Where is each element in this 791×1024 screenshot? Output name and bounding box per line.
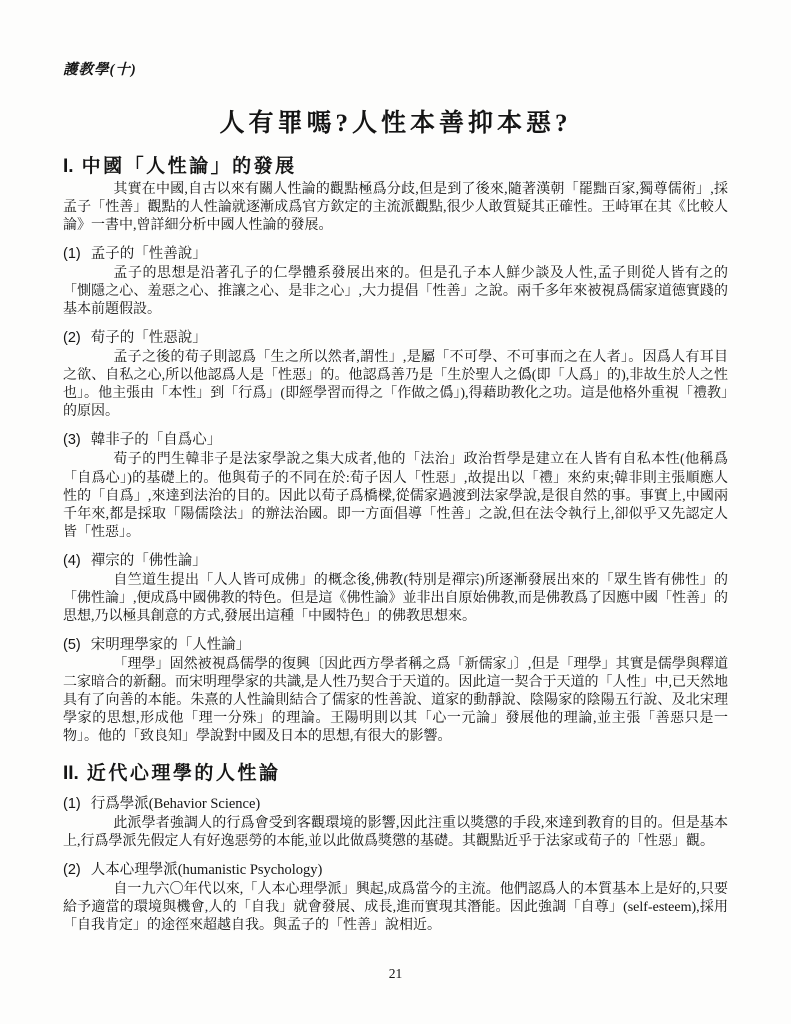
subsection <box>63 428 728 541</box>
subsection-number: (4) <box>63 552 81 569</box>
section-intro: 其實在中國,自古以來有關人性論的觀點極爲分歧,但是到了後來,隨著漢朝「罷黜百家,獨尊儒術」,採孟子「性善」觀點的人性論就逐漸成爲官方欽定的主流派觀點,很少人敢質疑其正確性。王峙軍在其《比較人論》一書中,曾詳細分析中國人性論的發展。 <box>63 182 728 234</box>
subsection-heading <box>63 242 728 263</box>
sections-container <box>63 151 728 935</box>
subsection-body: 此派學者強調人的行爲會受到客觀環境的影響,因此注重以獎懲的手段,來達到教育的目的。但是基本上,行爲學派先假定人有好逸惡勞的本能,並以此做爲獎懲的基礎。其觀點近乎于法家或荀子的「性惡」觀。 <box>63 816 728 850</box>
section-items <box>63 242 728 746</box>
section-heading <box>63 151 728 178</box>
subsection-number: (2) <box>63 330 81 347</box>
section <box>63 151 728 746</box>
doc-header: 護教學(十) <box>63 62 137 78</box>
subsection-title: 禪宗的「佛性論」 <box>90 552 207 569</box>
subsection-heading <box>63 428 728 449</box>
subsection <box>63 549 728 626</box>
subsection-heading <box>63 549 728 570</box>
subsection-body: 荀子的門生韓非子是法家學說之集大成者,他的「法治」政治哲學是建立在人皆有自私本性(他稱爲「自爲心」)的基礎上的。他與荀子的不同在於:荀子因人「性惡」,故提出以「禮」來約束;韓非則主張順應人性的「自爲」,來達到法治的目的。因此以荀子爲橋樑,從儒家過渡到法家學說,是很自然的事。事實上,中國兩千年來,都是採取「陽儒陰法」的辦法治國。即一方面倡導「性善」之說,但在法令執行上,卻似乎又先認定人皆「性惡」。 <box>63 452 728 540</box>
subsection <box>63 242 728 319</box>
subsection-body: 「理學」固然被視爲儒學的復興〔因此西方學者稱之爲「新儒家」〕,但是「理學」其實是儒學與釋道二家暗合的新翻。而宋明理學家的共識,是人性乃契合于天道的。因此這一契合于天道的「人性」中,已天然地具有了向善的本能。朱熹的人性論則結合了儒家的性善說、道家的動靜說、陰陽家的陰陽五行說、及北宋理學家的思想,形成他「理一分殊」的理論。王陽明則以其「心一元論」發展他的理論,並主張「善惡只是一物」。他的「致良知」學說對中國及日本的思想,有很大的影響。 <box>63 656 728 745</box>
section <box>63 758 728 935</box>
subsection <box>63 858 728 935</box>
subsection-title: 韓非子的「自爲心」 <box>90 432 222 449</box>
section-items <box>63 792 728 935</box>
subsection-body: 孟子的思想是沿著孔子的仁學體系發展出來的。但是孔子本人鮮少談及人性,孟子則從人皆有之的「惻隱之心、羞惡之心、推讓之心、是非之心」,大力提倡「性善」之說。兩千多年來被視爲儒家道德實踐的基本前題假設。 <box>63 266 728 318</box>
section-heading <box>63 758 728 785</box>
subsection-body: 孟子之後的荀子則認爲「生之所以然者,謂性」,是屬「不可學、不可事而之在人者」。因爲人有耳目之欲、自私之心,所以他認爲人是「性惡」的。他認爲善乃是「生於聖人之僞(即「人爲」的),非故生於人之性也」。他主張由「本性」到「行爲」(即經學習而得之「作做之僞」),得藉助教化之功。這是他格外重視「禮教」的原因。 <box>63 350 728 420</box>
subsection <box>63 326 728 421</box>
subsection-title: 人本心理學派(humanistic Psychology) <box>90 862 323 879</box>
subsection <box>63 633 728 746</box>
subsection-number: (1) <box>63 246 81 263</box>
subsection-heading <box>63 858 728 879</box>
subsection-heading <box>63 326 728 347</box>
subsection-number: (1) <box>63 796 81 813</box>
page-title: 人有罪嗎?人性本善抑本惡? <box>219 110 572 137</box>
subsection-body: 自一九六〇年代以來,「人本心理學派」興起,成爲當今的主流。他們認爲人的本質基本上是好的,只要給予適當的環境與機會,人的「自我」就會發展、成長,進而實現其潛能。因此強調「自尊」(self-esteem),採用「自我肯定」的途徑來超越自我。與孟子的「性善」說相近。 <box>63 882 728 934</box>
section-number: II. <box>63 763 79 785</box>
subsection-heading <box>63 633 728 654</box>
section-number: I. <box>63 156 74 177</box>
section-title: 中國「人性論」的發展 <box>81 156 297 177</box>
subsection-title: 荀子的「性惡說」 <box>90 330 207 347</box>
subsection <box>63 792 728 851</box>
subsection-number: (2) <box>63 862 81 879</box>
subsection-title: 行爲學派(Behavior Science) <box>90 796 261 813</box>
subsection-body: 自竺道生提出「人人皆可成佛」的概念後,佛教(特別是禪宗)所逐漸發展出來的「眾生皆有佛性」的「佛性論」,便成爲中國佛教的特色。但是這《佛性論》並非出自原始佛教,而是佛教爲了因應中國「性善」的思想,乃以極具創意的方式,發展出這種「中國特色」的佛教思想來。 <box>63 572 728 624</box>
page-number: 21 <box>388 966 403 981</box>
section-title: 近代心理學的人性論 <box>86 763 281 785</box>
subsection-number: (3) <box>63 432 81 449</box>
subsection-title: 宋明理學家的「人性論」 <box>90 636 251 653</box>
subsection-number: (5) <box>63 636 81 653</box>
subsection-title: 孟子的「性善說」 <box>90 246 207 263</box>
subsection-heading <box>63 792 728 813</box>
